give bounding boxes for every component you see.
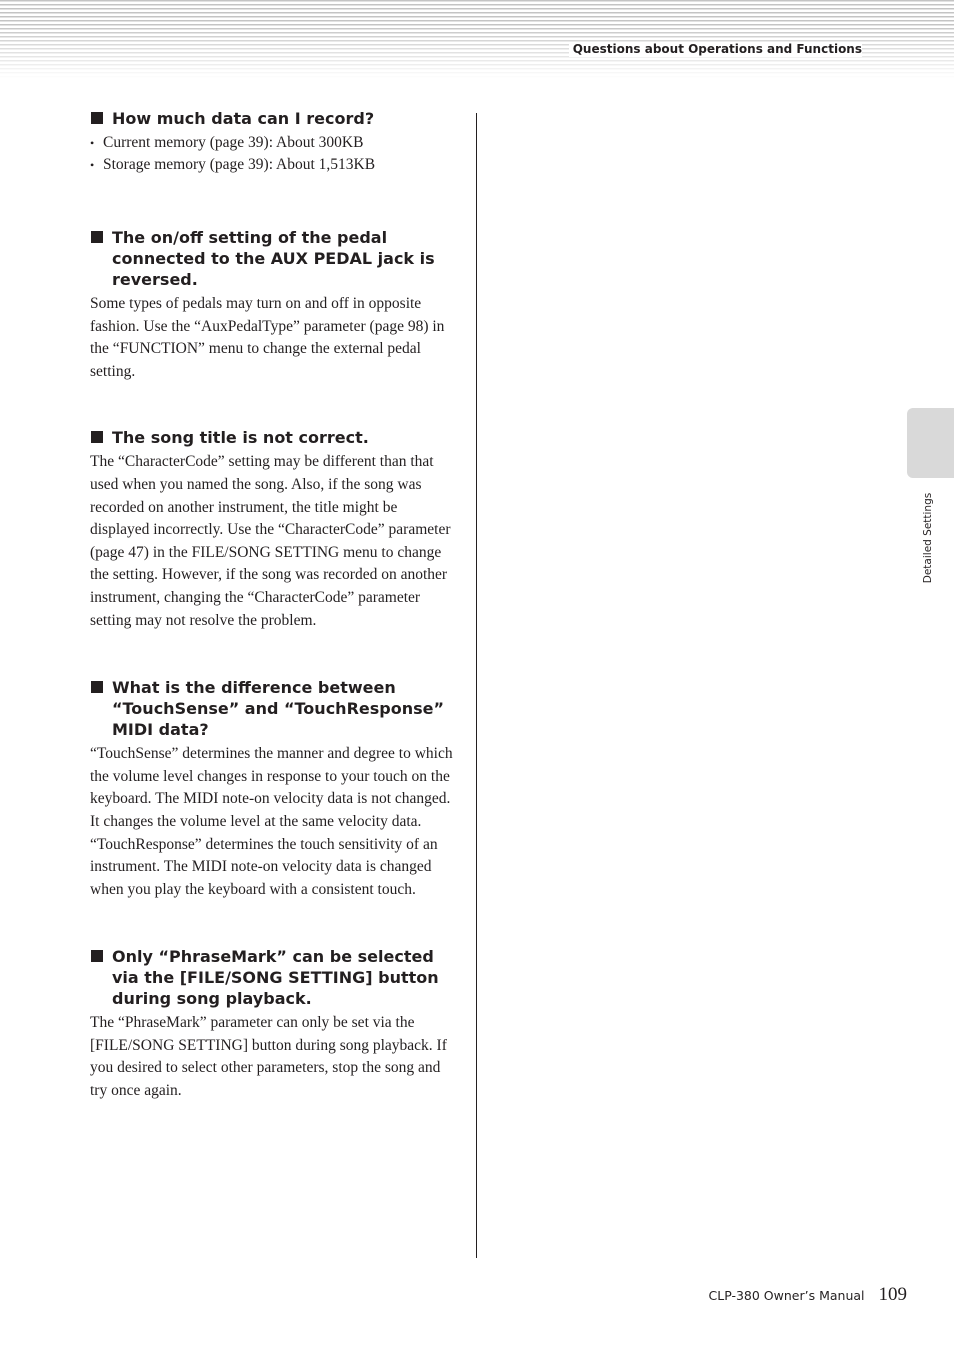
section-data-capacity [90, 108, 458, 176]
list-item-text: Current memory (page 39): About 300KB [103, 134, 364, 151]
list-item [90, 154, 458, 176]
body-paragraph: “TouchSense” determines the manner and degree to which the volume level changes in response to your touch on the keyboard. The MIDI note-on velocity data is not changed. It changes the volume level at the same velocity data. [90, 745, 453, 830]
section-heading [90, 427, 458, 448]
section-song-title [90, 427, 458, 632]
bullet-dot-icon: • [90, 136, 95, 150]
bullet-dot-icon: • [90, 158, 95, 172]
bullet-list [90, 132, 458, 176]
body-paragraph: The “PhraseMark” parameter can only be set via the [FILE/SONG SETTING] button during song playback. If you desired to select other parameters, stop the song and try once again. [90, 1014, 447, 1100]
chapter-tab [907, 408, 954, 478]
square-bullet-icon [91, 112, 103, 124]
section-aux-pedal [90, 227, 458, 383]
section-heading-text: What is the difference between “TouchSense” and “TouchResponse” MIDI data? [112, 678, 444, 740]
content-column [90, 108, 458, 1103]
page-footer [709, 1284, 908, 1306]
section-heading [90, 677, 458, 740]
header-stripe-band [0, 0, 954, 80]
section-phrasemark [90, 946, 458, 1102]
body-paragraph: Some types of pedals may turn on and off in opposite fashion. Use the “AuxPedalType” parameter (page 98) in the “FUNCTION” menu to change the external pedal setting. [90, 295, 445, 380]
body-paragraph: “TouchResponse” determines the touch sensitivity of an instrument. The MIDI note-on velocity data is changed when you play the keyboard with a consistent touch. [90, 835, 438, 898]
body-paragraph: The “CharacterCode” setting may be different than that used when you named the song. Also, if the song was recorded on another instrument, the title might be displayed incorrectly. Use the “CharacterCode” parameter (page 47) in the FILE/SONG SETTING menu to change the setting. However, if the song was recorded on another instrument, changing the “CharacterCode” parameter setting may not resolve the problem. [90, 453, 451, 629]
section-heading-text: The on/off setting of the pedal connected to the AUX PEDAL jack is reversed. [112, 228, 435, 289]
manual-title: CLP-380 Owner’s Manual [708, 1288, 865, 1303]
section-heading-text: Only “PhraseMark” can be selected via the [FILE/SONG SETTING] button during song playback. [112, 947, 439, 1009]
column-divider [476, 113, 477, 1258]
chapter-label-text: Detailed Settings [922, 492, 934, 584]
section-touch-data [90, 677, 458, 901]
list-item [90, 132, 458, 154]
square-bullet-icon [91, 681, 103, 693]
section-heading [90, 946, 458, 1009]
square-bullet-icon [91, 950, 103, 962]
section-heading [90, 108, 458, 129]
page-number: 109 [878, 1284, 907, 1305]
section-heading [90, 227, 458, 290]
square-bullet-icon [91, 231, 103, 243]
section-heading-text: The song title is not correct. [112, 428, 369, 448]
running-header-title: Questions about Operations and Functions [569, 42, 862, 57]
square-bullet-icon [91, 431, 103, 443]
section-heading-text: How much data can I record? [112, 109, 375, 128]
list-item-text: Storage memory (page 39): About 1,513KB [103, 156, 376, 173]
